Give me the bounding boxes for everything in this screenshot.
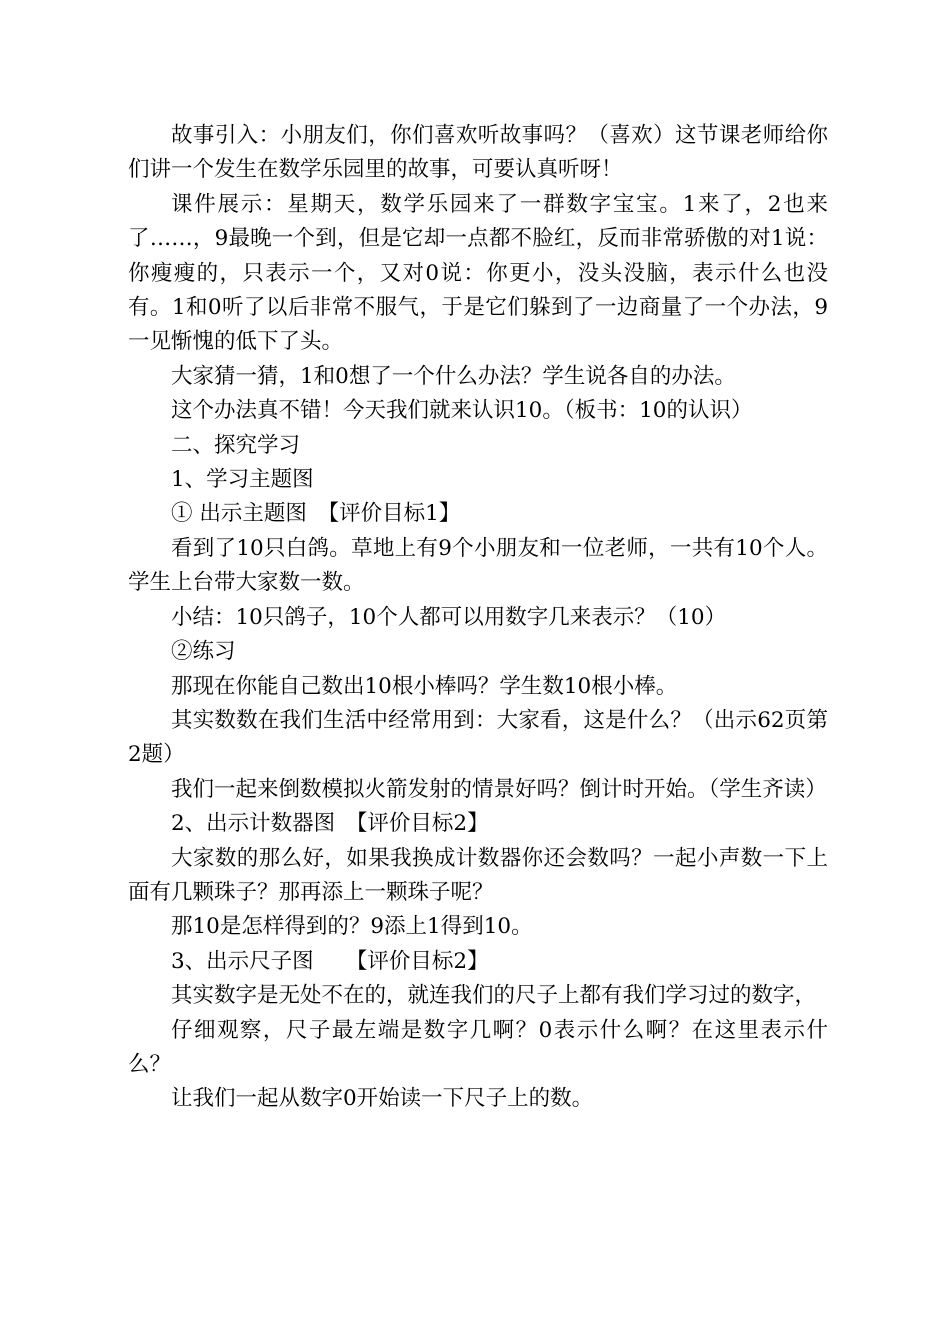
subheading-ruler: 3、出示尺子图 【评价目标2】 [171,948,489,974]
paragraph-digits-everywhere: 其实数字是无处不在的，就连我们的尺子上都有我们学习过的数字， [171,983,817,1009]
paragraph-daily-life: 其实数数在我们生活中经常用到：大家看，这是什么？（出示62页第2题） [128,707,828,768]
paragraph-story-intro: 故事引入：小朋友们，你们喜欢听故事吗？（喜欢）这节课老师给你们讲一个发生在数学乐园里的故事，可要认真听呀！ [128,123,828,183]
subheading-theme-picture: 1、学习主题图 [171,467,314,493]
paragraph-read-ruler: 让我们一起从数字0开始读一下尺子上的数。 [171,1086,594,1112]
paragraph-board: 这个办法真不错！今天我们就来认识10。（板书：10的认识） [171,398,753,424]
document-body [128,119,828,1117]
paragraph-guess: 大家猜一猜，1和0想了一个什么办法？学生说各自的办法。 [171,363,736,389]
paragraph-counter: 大家数的那么好，如果我换成计数器你还会数吗？一起小声数一下上面有几颗珠子？那再添上一颗珠子呢？ [128,845,828,905]
paragraph-courseware: 课件展示：星期天，数学乐园来了一群数字宝宝。1来了，2也来了……，9最晚一个到，但是它却一点都不脸红，反而非常骄傲的对1说：你瘦瘦的，只表示一个，又对0说：你更小，没头没脑，表示什么也没有。1和0听了以后非常不服气，于是它们躲到了一边商量了一个办法，9一见惭愧的低下了头。 [128,191,828,355]
paragraph-observe-ruler: 仔细观察，尺子最左端是数字几啊？0表示什么啊？在这里表示什么？ [128,1017,828,1077]
subheading-counter: 2、出示计数器图 【评价目标2】 [171,811,489,837]
paragraph-sticks: 那现在你能自己数出10根小棒吗？学生数10根小棒。 [171,673,678,699]
paragraph-nine-plus-one: 那10是怎样得到的？9添上1得到10。 [171,914,533,940]
paragraph-practice: ②练习 [171,639,236,665]
paragraph-doves: 看到了10只白鸽。草地上有9个小朋友和一位老师，一共有10个人。学生上台带大家数一数。 [128,535,828,596]
paragraph-show-theme: ① 出示主题图 【评价目标1】 [171,501,461,527]
section-heading-explore: 二、探究学习 [171,432,301,458]
paragraph-summary: 小结：10只鸽子，10个人都可以用数字几来表示？（10） [171,604,727,630]
paragraph-countdown: 我们一起来倒数模拟火箭发射的情景好吗？倒计时开始。（学生齐读） [171,776,827,802]
